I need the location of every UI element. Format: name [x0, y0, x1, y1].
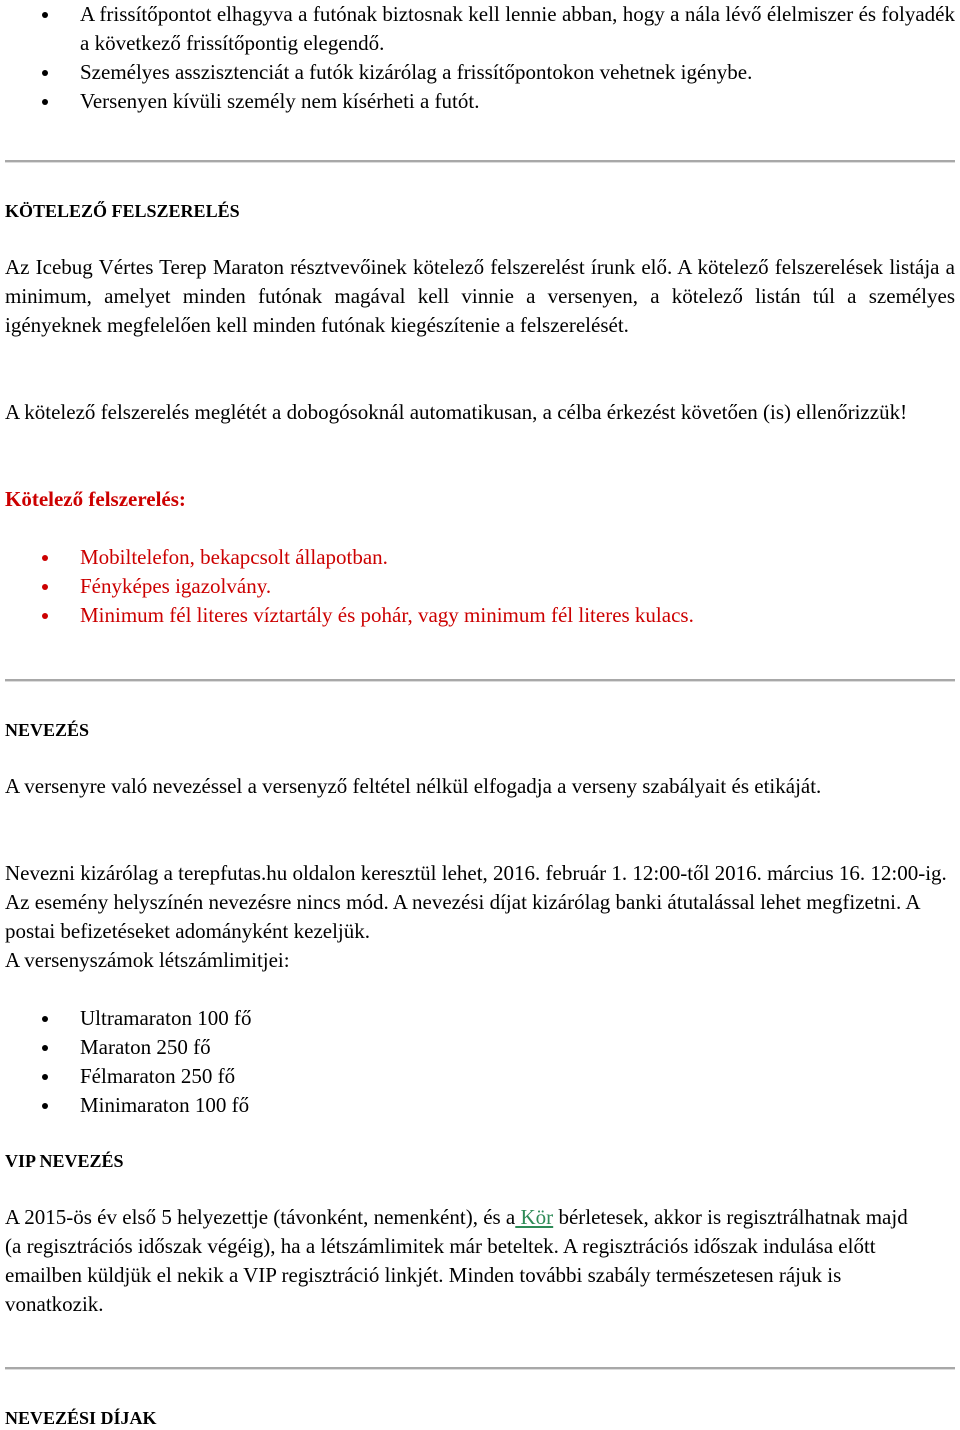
bullet-icon — [42, 584, 48, 590]
equipment-list — [5, 543, 955, 630]
registration-paragraph: A versenyre való nevezéssel a versenyző feltétel nélkül elfogadja a verseny szabályait és etikáját. — [5, 774, 822, 798]
bullet-icon — [42, 70, 48, 76]
bullet-icon — [42, 99, 48, 105]
equipment-list-heading: Kötelező felszerelés: — [5, 487, 186, 511]
registration-limits-intro: A versenyszámok létszámlimitjei: — [5, 948, 290, 972]
section-heading-vip: VIP NEVEZÉS — [5, 1151, 124, 1171]
list-item: Minimum fél literes víztartály és pohár, vagy minimum fél literes kulacs. — [5, 601, 955, 630]
section-heading-registration: NEVEZÉS — [5, 720, 90, 740]
bullet-icon — [42, 1045, 48, 1051]
list-item: Fényképes igazolvány. — [5, 572, 955, 601]
section-divider — [5, 1367, 955, 1370]
registration-details-paragraph: Nevezni kizárólag a terepfutas.hu oldalon keresztül lehet, 2016. február 1. 12:00-től 2016. március 16. 12:00-ig. Az esemény helyszínén nevezésre nincs mód. A nevezési díjat kizárólag banki átutalással lehet megfizetni. A postai befizetéseket adományként kezeljük. — [5, 861, 947, 943]
list-item: Minimaraton 100 fő — [5, 1091, 955, 1120]
kor-link[interactable]: Kör — [515, 1205, 554, 1229]
list-item: Maraton 250 fő — [5, 1033, 955, 1062]
section-heading-fees: NEVEZÉSI DÍJAK — [5, 1408, 157, 1428]
bullet-icon — [42, 1074, 48, 1080]
list-item: Ultramaraton 100 fő — [5, 1004, 955, 1033]
bullet-icon — [42, 1016, 48, 1022]
bullet-icon — [42, 613, 48, 619]
section-divider — [5, 160, 955, 163]
list-item: A frissítőpontot elhagyva a futónak biztosnak kell lennie abban, hogy a nála lévő élelmiszer és folyadék a következő frissítőpontig elegendő. — [5, 0, 955, 58]
bullet-icon — [42, 12, 48, 18]
list-item: Versenyen kívüli személy nem kísérheti a futót. — [5, 87, 955, 116]
equipment-check-paragraph: A kötelező felszerelés meglétét a dobogósoknál automatikusan, a célba érkezést követően (is) ellenőrizzük! — [5, 400, 908, 424]
equipment-paragraph: Az Icebug Vértes Terep Maraton résztvevőinek kötelező felszerelést írunk elő. A kötelező felszerelések listája a minimum, amelyet minden futónak magával kell vinnie a versenyen, a kötelező listán túl a személyes igényeknek megfelelően kell minden futónak kiegészítenie a felszerelését. — [5, 255, 955, 337]
section-divider — [5, 679, 955, 682]
list-item: Mobiltelefon, bekapcsolt állapotban. — [5, 543, 955, 572]
section-heading-equipment: KÖTELEZŐ FELSZERELÉS — [5, 201, 240, 221]
list-item: Félmaraton 250 fő — [5, 1062, 955, 1091]
registration-limits-list — [5, 1004, 955, 1120]
vip-paragraph: A 2015-ös év első 5 helyezettje (távonként, nemenként), és a Kör bérletesek, akkor is regisztrálhatnak majd (a regisztrációs időszak végéig), ha a létszámlimitek már beteltek. A regisztrációs időszak indulása előtt emailben küldjük el nekik a VIP regisztráció linkjét. Minden további szabály természetesen rájuk is vonatkozik. — [5, 1205, 908, 1316]
intro-bullet-list — [5, 0, 955, 116]
bullet-icon — [42, 1103, 48, 1109]
list-item: Személyes asszisztenciát a futók kizárólag a frissítőpontokon vehetnek igénybe. — [5, 58, 955, 87]
bullet-icon — [42, 555, 48, 561]
